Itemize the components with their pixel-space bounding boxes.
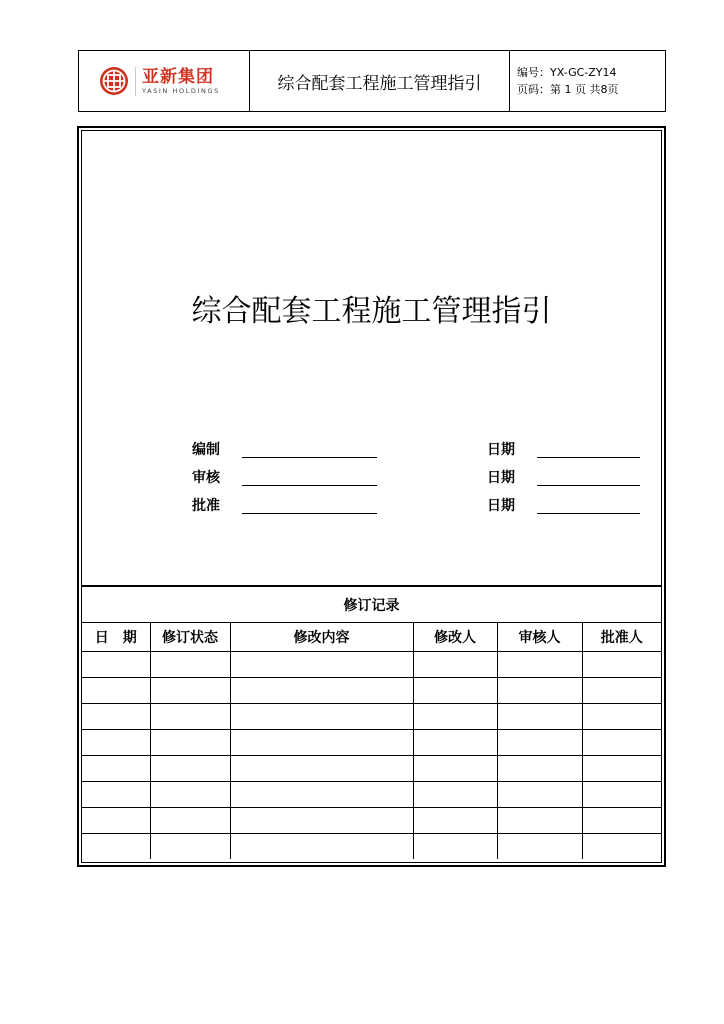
date-label: 日期 <box>487 442 515 458</box>
table-cell[interactable] <box>150 782 230 808</box>
table-cell[interactable] <box>582 678 661 704</box>
table-cell[interactable] <box>82 808 150 834</box>
cover-frame <box>77 126 666 867</box>
table-cell[interactable] <box>230 730 413 756</box>
table-cell[interactable] <box>230 756 413 782</box>
date-line[interactable] <box>537 467 640 486</box>
revision-table-header <box>82 623 661 652</box>
table-cell[interactable] <box>582 808 661 834</box>
table-cell[interactable] <box>497 756 582 782</box>
table-cell[interactable] <box>150 652 230 678</box>
table-cell[interactable] <box>82 652 150 678</box>
table-cell[interactable] <box>230 678 413 704</box>
table-cell[interactable] <box>150 808 230 834</box>
revision-table <box>82 623 661 859</box>
table-cell[interactable] <box>230 652 413 678</box>
page-number: 页码：第 1 页 共8页 <box>517 83 619 96</box>
table-row <box>82 808 661 834</box>
signature-label: 编制 <box>192 442 220 458</box>
table-cell[interactable] <box>497 730 582 756</box>
revision-record-section <box>82 585 661 859</box>
signature-line[interactable] <box>242 439 377 458</box>
table-cell[interactable] <box>82 756 150 782</box>
table-cell[interactable] <box>150 730 230 756</box>
table-row <box>82 678 661 704</box>
table-cell[interactable] <box>150 704 230 730</box>
table-row <box>82 782 661 808</box>
logo-cell <box>79 51 250 111</box>
signature-label: 审核 <box>192 470 220 486</box>
revision-record-title: 修订记录 <box>82 585 661 623</box>
table-cell[interactable] <box>413 782 497 808</box>
signature-row-review <box>192 467 632 487</box>
table-cell[interactable] <box>497 834 582 860</box>
table-cell[interactable] <box>413 730 497 756</box>
signature-row-compile <box>192 439 632 459</box>
table-cell[interactable] <box>497 652 582 678</box>
date-line[interactable] <box>537 439 640 458</box>
column-header-status: 修订状态 <box>150 623 230 652</box>
table-cell[interactable] <box>230 808 413 834</box>
table-cell[interactable] <box>413 678 497 704</box>
table-cell[interactable] <box>582 652 661 678</box>
table-cell[interactable] <box>413 756 497 782</box>
date-line[interactable] <box>537 495 640 514</box>
table-row <box>82 652 661 678</box>
table-cell[interactable] <box>82 704 150 730</box>
table-cell[interactable] <box>82 678 150 704</box>
table-cell[interactable] <box>413 834 497 860</box>
table-cell[interactable] <box>150 756 230 782</box>
table-cell[interactable] <box>82 834 150 860</box>
table-cell[interactable] <box>230 782 413 808</box>
signature-label: 批准 <box>192 498 220 514</box>
table-cell[interactable] <box>582 756 661 782</box>
table-cell[interactable] <box>582 704 661 730</box>
table-row <box>82 730 661 756</box>
table-cell[interactable] <box>82 730 150 756</box>
header-meta <box>510 51 665 111</box>
cover-inner-frame <box>81 130 662 863</box>
table-cell[interactable] <box>413 704 497 730</box>
table-cell[interactable] <box>497 782 582 808</box>
document-code: 编号：YX-GC-ZY14 <box>517 66 617 79</box>
table-cell[interactable] <box>582 782 661 808</box>
signature-line[interactable] <box>242 495 377 514</box>
table-row <box>82 834 661 860</box>
logo-english-name: YASIN HOLDINGS <box>142 86 220 95</box>
signature-row-approve <box>192 495 632 515</box>
table-cell[interactable] <box>413 808 497 834</box>
date-label: 日期 <box>487 498 515 514</box>
company-logo-icon <box>99 66 129 96</box>
column-header-modifier: 修改人 <box>413 623 497 652</box>
header-title: 综合配套工程施工管理指引 <box>250 51 510 111</box>
column-header-date: 日 期 <box>82 623 150 652</box>
table-cell[interactable] <box>582 730 661 756</box>
column-header-approver: 批准人 <box>582 623 661 652</box>
document-title: 综合配套工程施工管理指引 <box>191 294 552 329</box>
table-cell[interactable] <box>582 834 661 860</box>
table-row <box>82 704 661 730</box>
date-label: 日期 <box>487 470 515 486</box>
table-cell[interactable] <box>150 678 230 704</box>
table-cell[interactable] <box>150 834 230 860</box>
table-row <box>82 756 661 782</box>
table-cell[interactable] <box>413 652 497 678</box>
table-cell[interactable] <box>497 678 582 704</box>
logo-chinese-name: 亚新集团 <box>142 66 214 87</box>
signature-line[interactable] <box>242 467 377 486</box>
table-cell[interactable] <box>497 704 582 730</box>
document-header <box>78 50 666 112</box>
logo-text <box>135 67 220 96</box>
column-header-reviewer: 审核人 <box>497 623 582 652</box>
table-cell[interactable] <box>230 834 413 860</box>
table-cell[interactable] <box>230 704 413 730</box>
table-cell[interactable] <box>497 808 582 834</box>
table-cell[interactable] <box>82 782 150 808</box>
column-header-content: 修改内容 <box>230 623 413 652</box>
